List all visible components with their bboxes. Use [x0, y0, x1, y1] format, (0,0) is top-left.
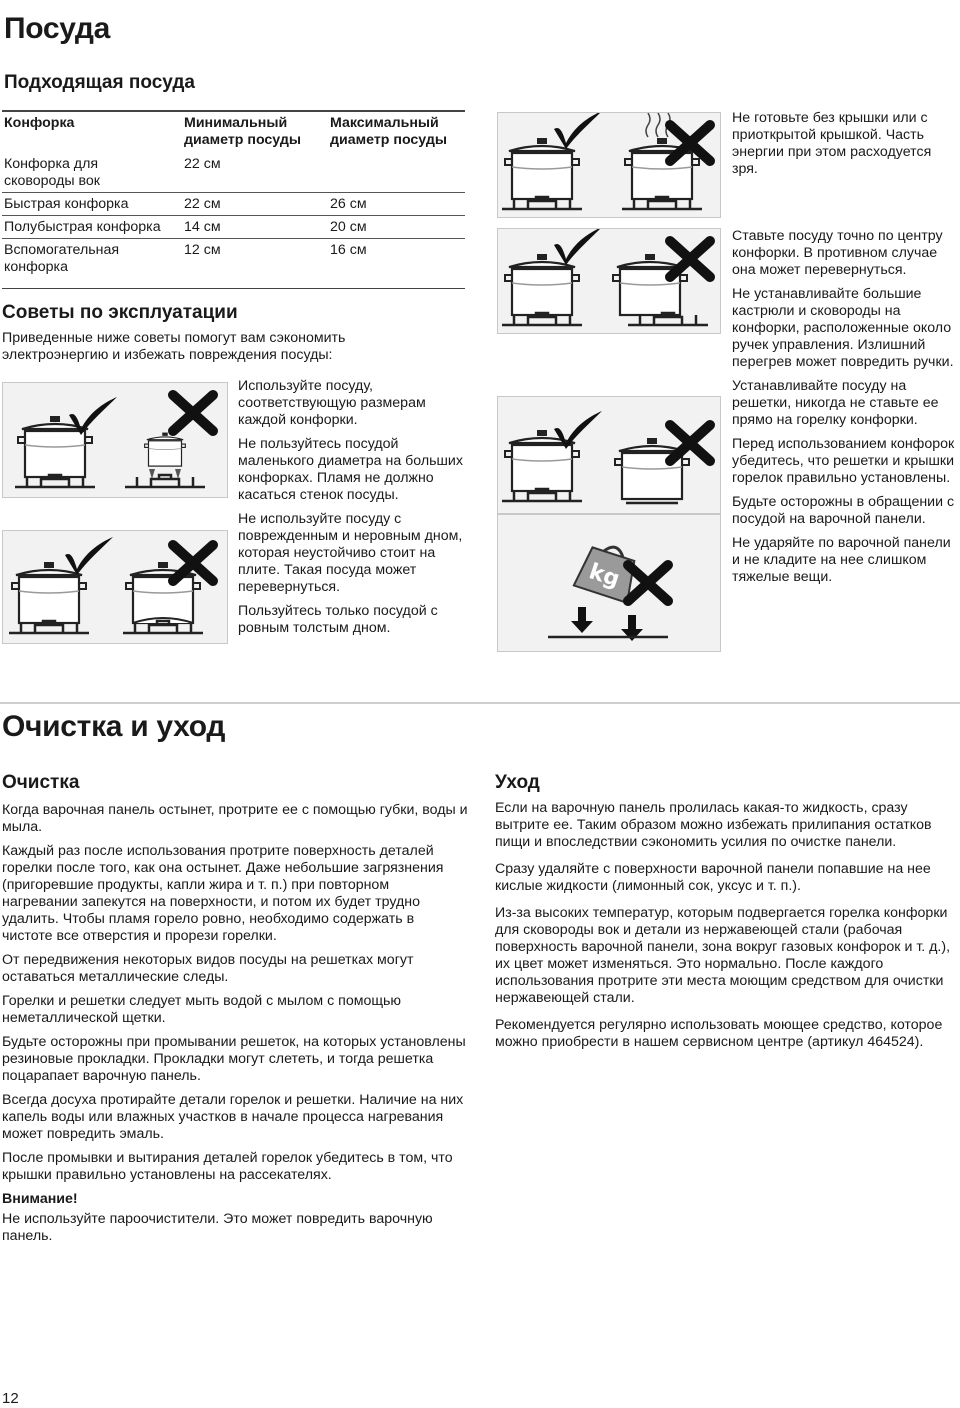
cleaning-left-text — [2, 802, 468, 1245]
cleaning-title: Очистка и уход — [2, 710, 226, 743]
table-row — [2, 216, 465, 239]
paragraph: От передвижения некоторых видов посуды на решетках могут оставаться металлические следы. — [2, 952, 414, 985]
table-row — [2, 193, 465, 216]
tip-text: Устанавливайте посуду на решетки, никогда не ставьте ее прямо на горелку конфорки. — [732, 378, 939, 428]
tip-text: Будьте осторожны в обращении с посудой на варочной панели. — [732, 494, 955, 527]
paragraph: Всегда досуха протирайте детали горелок и решетки. Наличие на них капель воды или влажных участков в начале процесса нагревания может повредить эмаль. — [2, 1092, 464, 1142]
paragraph: Сразу удаляйте с поверхности варочной панели попавшие на нее кислые жидкости (лимонный сок, уксус и т. п.). — [495, 861, 931, 894]
tips-right-text-1 — [732, 110, 958, 185]
care-text — [495, 800, 955, 1058]
tips-title: Советы по эксплуатации — [2, 302, 238, 323]
tip-text: Не устанавливайте большие кастрюли и сковороды на конфорки, расположенные около ручек управления. Излишний перегрев может повредить ручки. — [732, 286, 954, 370]
cell: 14 см — [182, 216, 328, 239]
tip-text: Не готовьте без крышки или с приоткрытой крышкой. Часть энергии при этом расходуется зря. — [732, 110, 932, 177]
illustration-center — [497, 228, 721, 334]
tips-right-text-2 — [732, 228, 958, 593]
page-title: Посуда — [4, 12, 111, 45]
cell: Конфорка для сковороды вок — [4, 156, 100, 189]
cell: Полубыстрая конфорка — [2, 216, 182, 239]
paragraph: Горелки и решетки следует мыть водой с мылом с помощью неметаллической щетки. — [2, 993, 402, 1026]
cell: 22 см — [184, 156, 221, 172]
cell: 20 см — [328, 216, 465, 239]
table-row — [2, 153, 465, 193]
paragraph: Каждый раз после использования протрите поверхность деталей горелки после того, как она остынет. Даже небольшие загрязнения (пригоревшие продукты, капли жира и т. п.) при повторном нагревании запекутся на поверхности, и потом их будет трудно удалить. Чтобы пламя горело ровно, необходимо содержать в чистоте все отверстия и прорези горелки. — [2, 843, 444, 944]
header-max: Максимальный диаметр посуды — [330, 115, 447, 148]
illustration-grate — [497, 396, 721, 514]
cell: 16 см — [328, 239, 465, 279]
care-title: Уход — [495, 772, 540, 793]
tips-left-text — [238, 378, 464, 644]
paragraph: Из-за высоких температур, которым подвергается горелка конфорки для сковороды вок и детали из нержавеющей стали (рабочая поверхность варочной панели, зона вокруг газовых конфорок и т. д.), их цвет может изменяться. Это нормально. После каждого использования протрите эти места моющим средством для очистки нержавеющей стали. — [495, 905, 951, 1006]
cookware-table — [2, 112, 465, 278]
cell — [328, 153, 465, 193]
tip-text: Используйте посуду, соответствующую размерам каждой конфорки. — [238, 378, 426, 428]
tip-text: Не ударяйте по варочной панели и не кладите на нее слишком тяжелые вещи. — [732, 535, 951, 585]
page-number: 12 — [2, 1390, 19, 1407]
cell: 22 см — [182, 193, 328, 216]
cell: Вспомогательная конфорка — [2, 239, 182, 279]
suitable-title: Подходящая посуда — [4, 72, 195, 93]
paragraph: Рекомендуется регулярно использовать моющее средство, которое можно приобрести в нашем сервисном центре (артикул 464524). — [495, 1017, 943, 1050]
header-min: Минимальный диаметр посуды — [184, 115, 301, 148]
paragraph: Когда варочная панель остынет, протрите ее с помощью губки, воды и мыла. — [2, 802, 468, 835]
warning-title: Внимание! — [2, 1191, 78, 1207]
cell: 26 см — [328, 193, 465, 216]
paragraph: Будьте осторожны при промывании решеток, на которых установлены резиновые прокладки. Прокладки могут слететь, и тогда решетка поцарапает варочную панель. — [2, 1034, 466, 1084]
tip-text: Не пользуйтесь посудой маленького диаметра на больших конфорках. Пламя не должно касаться стенок посуды. — [238, 436, 463, 503]
tip-text: Ставьте посуду точно по центру конфорки. В противном случае она может перевернуться. — [732, 228, 943, 278]
table-row — [2, 239, 465, 279]
table-header-row — [2, 112, 465, 153]
tip-text: Пользуйтесь только посудой с ровным толстым дном. — [238, 603, 438, 636]
illustration-pot-size — [2, 382, 228, 498]
section-divider — [0, 702, 960, 704]
tips-intro: Приведенные ниже советы помогут вам сэкономить электроэнергию и избежать повреждения посуды: — [2, 330, 346, 363]
cell: 12 см — [182, 239, 328, 279]
illustration-heavy — [497, 514, 721, 652]
paragraph: После промывки и вытирания деталей горелок убедитесь в том, что крышки правильно установлены на рассекателях. — [2, 1150, 453, 1183]
cleaning-left-title: Очистка — [2, 772, 80, 793]
cell: Быстрая конфорка — [2, 193, 182, 216]
paragraph: Если на варочную панель пролилась какая-то жидкость, сразу вытрите ее. Таким образом можно избежать прилипания остатков пищи и впоследствии сэкономить усилия по очистке панели. — [495, 800, 932, 850]
warning-text: Не используйте пароочистители. Это может повредить варочную панель. — [2, 1211, 433, 1244]
tip-text: Перед использованием конфорок убедитесь, что решетки и крышки горелок правильно установлены. — [732, 436, 955, 486]
tip-text: Не используйте посуду с поврежденным и неровным дном, которая неустойчиво стоит на плите. Такая посуда может перевернуться. — [238, 511, 463, 595]
weight-label: kg — [585, 559, 623, 593]
illustration-lid — [497, 112, 721, 218]
illustration-flat-bottom — [2, 530, 228, 644]
header-burner: Конфорка — [4, 115, 75, 131]
